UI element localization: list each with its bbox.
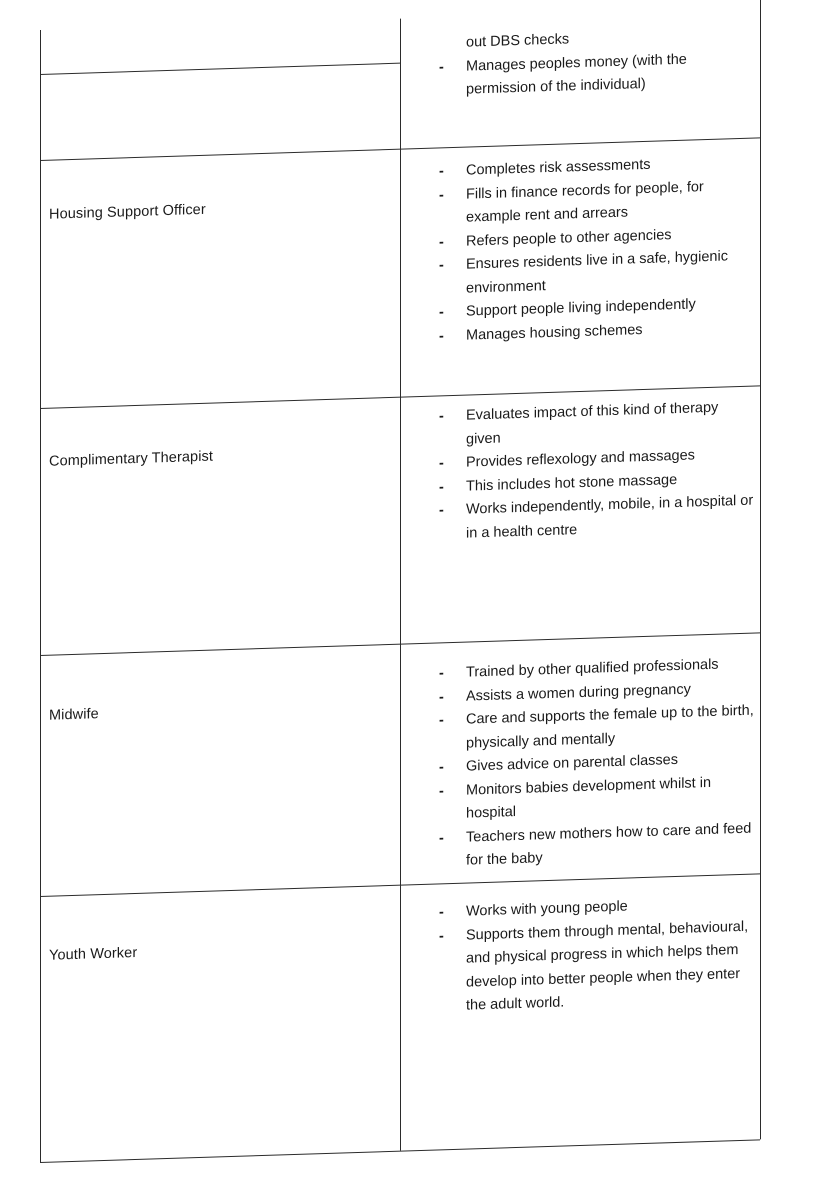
duty-item: - Refers people to other agencies — [410, 221, 754, 255]
table-top-border — [40, 63, 400, 75]
table-column-divider — [400, 19, 401, 1151]
duties-list — [410, 653, 754, 875]
duty-item: - Works with young people — [410, 892, 754, 926]
duty-item: - Fills in finance records for people, for example rent and arrears — [410, 174, 754, 232]
table-right-border — [760, 0, 761, 1139]
duty-item: out DBS checks — [466, 31, 570, 51]
role-cell: Youth Worker — [49, 944, 138, 964]
duties-list — [410, 892, 754, 1020]
duty-item: - This includes hot stone massage — [410, 466, 754, 500]
duties-list — [410, 23, 754, 104]
role-cell: Midwife — [49, 706, 99, 724]
duty-item: - Gives advice on parental classes — [410, 747, 754, 781]
duty-item: - Manages peoples money (with the permission of the individual) — [410, 46, 754, 104]
duty-item: - Works independently, mobile, in a hospital or in a health centre — [410, 490, 754, 548]
duty-item: - Care and supports the female up to the birth, physically and mentally — [410, 700, 754, 758]
duty-item: - Trained by other qualified professionals — [410, 653, 754, 687]
duty-item: - Support people living independently — [410, 292, 754, 326]
duty-item: - Teachers new mothers how to care and feed for the baby — [410, 817, 754, 875]
duty-item: - Monitors babies development whilst in hospital — [410, 770, 754, 828]
duty-item: - Manages housing schemes — [410, 315, 754, 349]
duty-item: - Completes risk assessments — [410, 151, 754, 185]
duties-list — [410, 151, 754, 350]
table-left-border — [40, 30, 41, 1162]
duty-item: - Supports them through mental, behavioural, and physical progress in which helps them develop into better people when they enter the adult world. — [410, 915, 754, 1020]
duty-item: - Provides reflexology and massages — [410, 443, 754, 477]
role-cell: Complimentary Therapist — [49, 448, 214, 470]
role-cell: Housing Support Officer — [49, 201, 206, 223]
duty-item: - Ensures residents live in a safe, hygienic environment — [410, 245, 754, 303]
duties-list — [410, 396, 754, 548]
roles-table — [40, 7, 760, 1162]
duty-item: - Evaluates impact of this kind of therapy given — [410, 396, 754, 454]
duty-item: - Assists a women during pregnancy — [410, 676, 754, 710]
